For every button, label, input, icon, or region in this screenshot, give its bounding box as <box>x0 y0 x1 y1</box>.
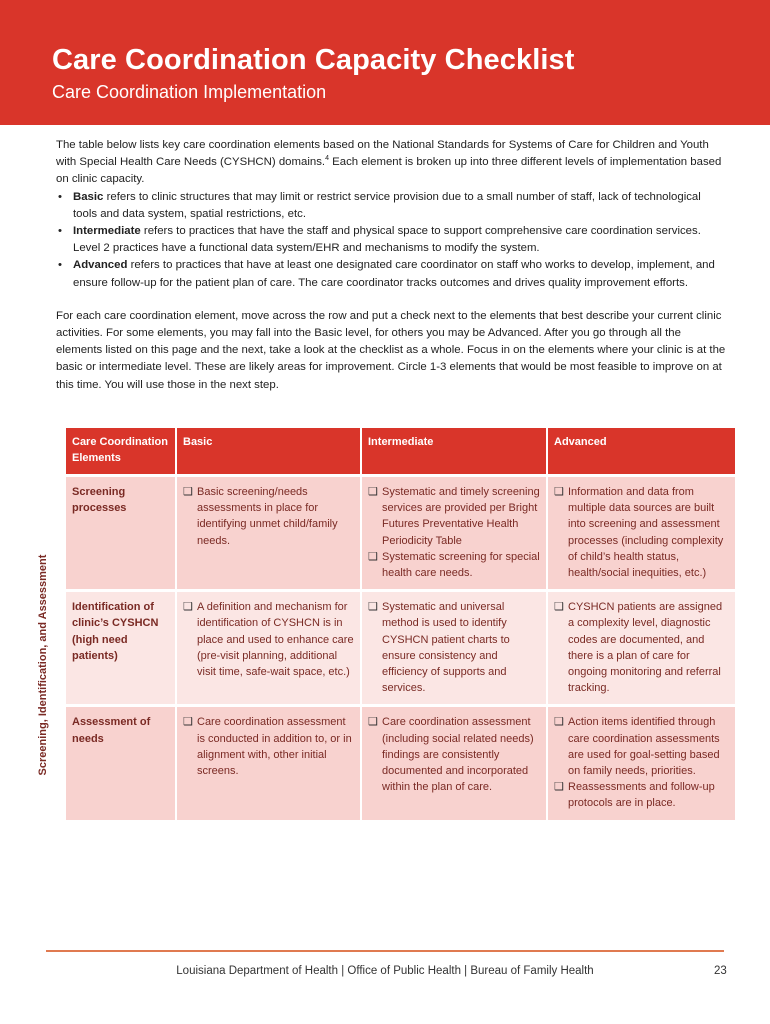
checklist-item <box>183 484 354 549</box>
page-subtitle: Care Coordination Implementation <box>52 82 327 102</box>
checkbox-icon[interactable]: ❑ <box>368 716 378 729</box>
checklist-item-text: Care coordination assessment (including social related needs) findings are consistently documented and incorporated within the plan of care. <box>382 716 534 794</box>
column-header-advanced: Advanced <box>548 428 735 474</box>
level-term: Intermediate <box>73 225 141 238</box>
checkbox-icon[interactable]: ❑ <box>554 486 564 498</box>
intro-paragraph-1 <box>56 137 726 189</box>
level-description: refers to practices that have the staff and physical space to support comprehensive care coordination services. Level 2 practices have a functional data system/EHR and mechanisms to modify the system. <box>73 225 701 255</box>
table-row <box>66 589 735 704</box>
checklist-item-text: Basic screening/needs assessments in place for identifying unmet child/family needs. <box>197 486 338 547</box>
column-header-basic: Basic <box>177 428 362 474</box>
page-title: Care Coordination Capacity Checklist <box>52 44 575 76</box>
checkbox-icon[interactable]: ❑ <box>183 486 193 498</box>
checklist-item-text: CYSHCN patients are assigned a complexity level, diagnostic codes are documented, and there is a plan of care for ongoing monitoring and referral tracking. <box>568 601 723 695</box>
checklist-item <box>368 549 540 581</box>
checklist-item-text: Systematic and timely screening services are provided per Bright Futures Preventative Health Periodicity Table <box>382 486 540 547</box>
cell-intermediate <box>362 474 548 589</box>
cell-basic <box>177 589 362 704</box>
side-label-text: Screening, Identification, and Assessment <box>37 554 49 776</box>
checklist-item-text: Reassessments and follow-up protocols are in place. <box>568 781 715 810</box>
checklist-item-text: Systematic screening for special health care needs. <box>382 550 540 580</box>
column-header-intermediate: Intermediate <box>362 428 548 474</box>
element-name-identification: Identification of clinic’s CYSHCN (high need patients) <box>66 589 177 704</box>
table-row <box>66 704 735 819</box>
cell-advanced <box>548 474 735 589</box>
page-number: 23 <box>714 965 727 977</box>
checklist-item <box>554 714 729 779</box>
checkbox-icon[interactable]: ❑ <box>183 601 193 614</box>
level-definitions-list <box>56 189 726 292</box>
level-definition-intermediate <box>56 223 726 257</box>
cell-basic <box>177 474 362 589</box>
footer-divider <box>46 950 724 952</box>
intro-p1-text-cont: Each element is broken up into three different levels of implementation based on clinic capacity. <box>56 156 722 186</box>
table-header-row <box>66 428 735 474</box>
checkbox-icon[interactable]: ❑ <box>183 716 193 729</box>
cell-basic <box>177 704 362 819</box>
checkbox-icon[interactable]: ❑ <box>368 486 378 498</box>
level-description: refers to clinic structures that may limit or restrict service provision due to a small number of staff, lack of technological tools and data system, spatial restrictions, etc. <box>73 190 701 220</box>
level-description: refers to practices that have at least one designated care coordinator on staff who works to develop, implement, and ensure follow-up for the patient plan of care. The care coordinator tracks outcomes and drives quality improvement efforts. <box>73 259 715 289</box>
checklist-item-text: Care coordination assessment is conducted in addition to, or in alignment with, other initial screens. <box>197 716 352 778</box>
column-header-elements: Care Coordination Elements <box>66 428 177 474</box>
checklist-item <box>554 484 729 581</box>
checklist-item <box>554 599 729 696</box>
cell-intermediate <box>362 589 548 704</box>
checklist-item <box>368 599 540 696</box>
checklist-item <box>554 779 729 811</box>
header-banner <box>0 0 770 125</box>
table-row <box>66 474 735 589</box>
section-side-label <box>30 540 56 790</box>
checklist-item <box>183 714 354 779</box>
intro-paragraph-2: For each care coordination element, move across the row and put a check next to the elements that best describe your current clinic activities. For some elements, you may fall into the Basic level, for others you may be Advanced. After you go through all the elements listed on this page and the next, take a look at the checklist as a whole. Focus in on the elements where your clinic is at the basic or intermediate level. These are likely areas for improvement. Circle 1-3 elements that would be most feasible to improve on at this time. You will use those in the next step. <box>56 309 726 391</box>
level-definition-basic <box>56 189 726 223</box>
cell-advanced <box>548 589 735 704</box>
checklist-item <box>183 599 354 680</box>
element-name-screening: Screening processes <box>66 474 177 589</box>
checkbox-icon[interactable]: ❑ <box>554 601 564 614</box>
cell-intermediate <box>362 704 548 819</box>
cell-advanced <box>548 704 735 819</box>
checklist-item <box>368 714 540 795</box>
footer-text: Louisiana Department of Health | Office of Public Health | Bureau of Family Health <box>176 965 594 977</box>
checkbox-icon[interactable]: ❑ <box>554 716 564 729</box>
element-name-assessment: Assessment of needs <box>66 704 177 819</box>
checklist-item <box>368 484 540 549</box>
checklist-item-text: Information and data from multiple data sources are built into screening and assessment processes (including complexity of child’s health status, health/social inequities, etc.) <box>568 486 724 580</box>
checkbox-icon[interactable]: ❑ <box>368 601 378 614</box>
intro-section <box>56 137 726 394</box>
checklist-item-text: Systematic and universal method is used to identify CYSHCN patient charts to ensure consistency and efficiency of supports and services. <box>382 601 510 695</box>
checklist-table <box>66 428 735 820</box>
intro-p1-text: The table below lists key care coordination elements based on the National Standards for Systems of Care for Children and Youth with Special Health Care Needs (CYSHCN) domains. <box>56 139 709 169</box>
checklist-item-text: A definition and mechanism for identification of CYSHCN is in place and used to enhance care (pre-visit planning, additional visit time, safe-wait space, etc.) <box>197 601 354 679</box>
checklist-item-text: Action items identified through care coordination assessments are used for goal-setting based on family needs, priorities. <box>568 716 720 778</box>
level-term: Advanced <box>73 259 128 272</box>
checkbox-icon[interactable]: ❑ <box>368 550 378 563</box>
level-definition-advanced <box>56 257 726 291</box>
checkbox-icon[interactable]: ❑ <box>554 781 564 794</box>
level-term: Basic <box>73 190 104 203</box>
footnote-ref: 4 <box>325 155 329 163</box>
